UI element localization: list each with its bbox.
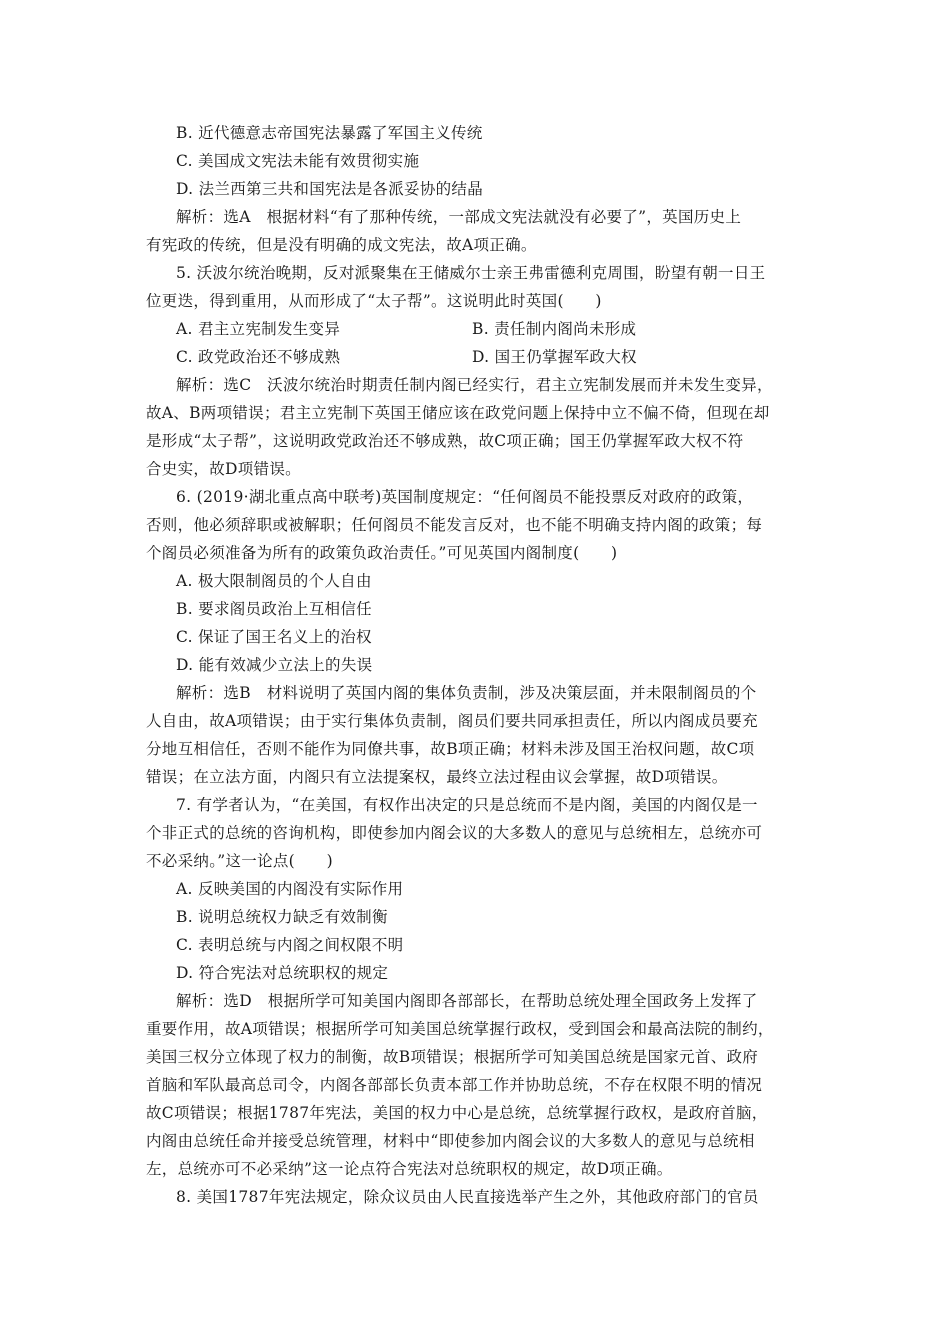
q4-option-b: B. 近代德意志帝国宪法暴露了军国主义传统 — [176, 124, 483, 142]
q7-option-d: D. 符合宪法对总统职权的规定 — [176, 964, 389, 982]
q4-option-c: C. 美国成文宪法未能有效贯彻实施 — [176, 152, 420, 170]
q6-stem-line: 6. (2019·湖北重点高中联考)英国制度规定：“任何阁员不能投票反对政府的政策， — [176, 488, 754, 506]
q6-stem-line: 个阁员必须准备为所有的政策负政治责任。”可见英国内阁制度( ) — [146, 544, 618, 562]
q7-analysis-line: 首脑和军队最高总司令，内阁各部部长负责本部工作并协助总统，不存在权限不明的情况 — [146, 1076, 763, 1094]
q8-stem-line: 8. 美国1787年宪法规定，除众议员由人民直接选举产生之外，其他政府部门的官员 — [176, 1188, 759, 1206]
q5-option-d: D. 国王仍掌握军政大权 — [472, 348, 637, 366]
q5-option-c: C. 政党政治还不够成熟 — [176, 348, 341, 366]
q7-analysis-line: 内阁由总统任命并接受总统管理，材料中“即使参加内阁会议的大多数人的意见与总统相 — [146, 1132, 755, 1150]
q5-stem-line: 位更迭，得到重用，从而形成了“太子帮”。这说明此时英国( ) — [146, 292, 602, 310]
q5-option-a: A. 君主立宪制发生变异 — [176, 320, 341, 338]
q5-analysis-line: 是形成“太子帮”，这说明政党政治还不够成熟，故C项正确；国王仍掌握军政大权不符 — [146, 432, 744, 450]
q6-analysis-line: 人自由，故A项错误；由于实行集体负责制，阁员们要共同承担责任，所以内阁成员要充 — [146, 712, 758, 730]
q6-option-d: D. 能有效减少立法上的失误 — [176, 656, 373, 674]
q6-analysis-line: 分地互相信任，否则不能作为同僚共事，故B项正确；材料未涉及国王治权问题，故C项 — [146, 740, 755, 758]
q6-analysis-line: 解析：选B 材料说明了英国内阁的集体负责制，涉及决策层面，并未限制阁员的个 — [176, 684, 757, 702]
q6-option-b: B. 要求阁员政治上互相信任 — [176, 600, 372, 618]
q7-analysis-line: 左，总统亦可不必采纳”这一论点符合宪法对总统职权的规定，故D项正确。 — [146, 1160, 673, 1178]
q4-analysis-line: 解析：选A 根据材料“有了那种传统，一部成文宪法就没有必要了”，英国历史上 — [176, 208, 742, 226]
q7-option-a: A. 反映美国的内阁没有实际作用 — [176, 880, 404, 898]
q7-analysis-line: 解析：选D 根据所学可知美国内阁即各部部长，在帮助总统处理全国政务上发挥了 — [176, 992, 758, 1010]
q4-analysis-line: 有宪政的传统，但是没有明确的成文宪法，故A项正确。 — [146, 236, 537, 254]
q7-analysis-line: 美国三权分立体现了权力的制衡，故B项错误；根据所学可知美国总统是国家元首、政府 — [146, 1048, 759, 1066]
q6-option-c: C. 保证了国王名义上的治权 — [176, 628, 372, 646]
q5-option-b: B. 责任制内阁尚未形成 — [472, 320, 637, 338]
q6-option-a: A. 极大限制阁员的个人自由 — [176, 572, 372, 590]
q6-stem-line: 否则，他必须辞职或被解职；任何阁员不能发言反对，也不能不明确支持内阁的政策；每 — [146, 516, 763, 534]
q5-analysis-line: 故A、B两项错误；君主立宪制下英国王储应该在政党问题上保持中立不偏不倚，但现在却 — [146, 404, 770, 422]
q6-analysis-line: 错误；在立法方面，内阁只有立法提案权，最终立法过程由议会掌握，故D项错误。 — [146, 768, 728, 786]
q7-stem-line: 不必采纳。”这一论点( ) — [146, 852, 333, 870]
q7-stem-line: 7. 有学者认为，“在美国，有权作出决定的只是总统而不是内阁，美国的内阁仅是一 — [176, 796, 758, 814]
q4-option-d: D. 法兰西第三共和国宪法是各派妥协的结晶 — [176, 180, 484, 198]
q5-stem-line: 5. 沃波尔统治晚期，反对派聚集在王储威尔士亲王弗雷德利克周围，盼望有朝一日王 — [176, 264, 766, 282]
q5-analysis-line: 解析：选C 沃波尔统治时期责任制内阁已经实行，君主立宪制发展而并未发生变异， — [176, 376, 773, 394]
q7-option-c: C. 表明总统与内阁之间权限不明 — [176, 936, 404, 954]
q5-analysis-line: 合史实，故D项错误。 — [146, 460, 301, 478]
q7-stem-line: 个非正式的总统的咨询机构，即使参加内阁会议的大多数人的意见与总统相左，总统亦可 — [146, 824, 763, 842]
q7-option-b: B. 说明总统权力缺乏有效制衡 — [176, 908, 388, 926]
q7-analysis-line: 故C项错误；根据1787年宪法，美国的权力中心是总统，总统掌握行政权，是政府首脑， — [146, 1104, 768, 1122]
q7-analysis-line: 重要作用，故A项错误；根据所学可知美国总统掌握行政权，受到国会和最高法院的制约， — [146, 1020, 774, 1038]
